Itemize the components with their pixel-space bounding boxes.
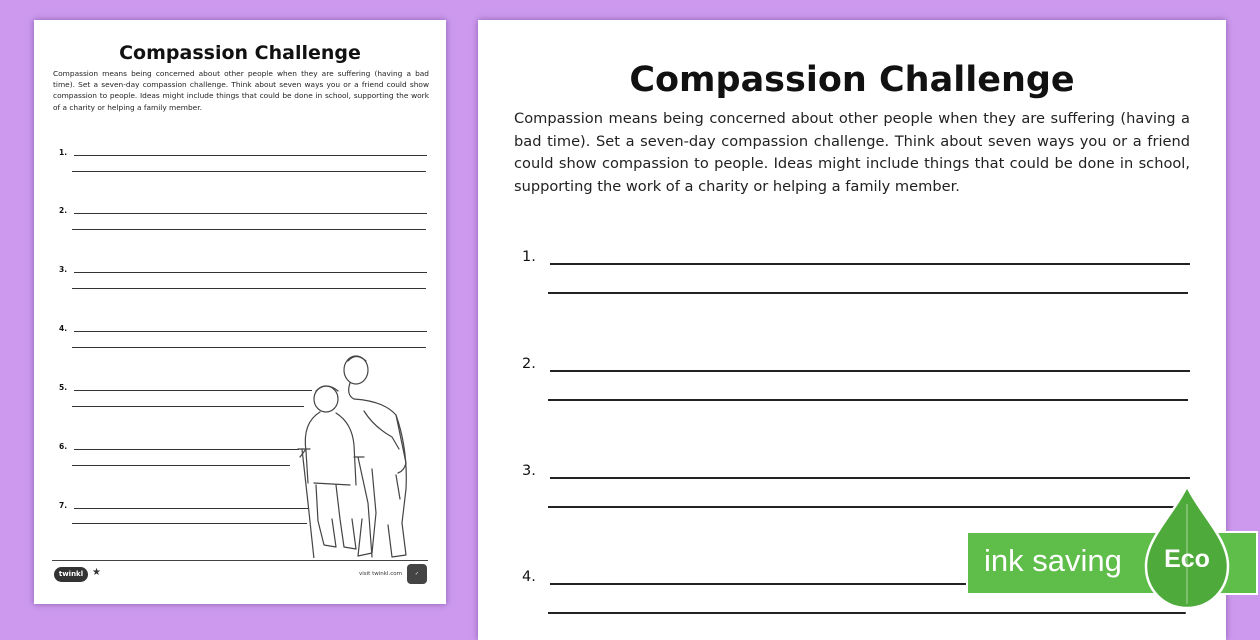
answer-line bbox=[74, 272, 427, 273]
ink-saving-label: ink saving bbox=[984, 543, 1122, 578]
answer-line bbox=[550, 263, 1190, 265]
answer-line bbox=[74, 449, 299, 450]
item-number: 2. bbox=[522, 356, 536, 372]
answer-line bbox=[548, 506, 1188, 508]
answer-line bbox=[548, 612, 1188, 614]
item-number: 4. bbox=[59, 324, 68, 333]
answer-line bbox=[74, 155, 427, 156]
item-number: 4. bbox=[522, 569, 536, 585]
visit-text: visit twinkl.com bbox=[359, 571, 402, 577]
answer-line bbox=[74, 213, 427, 214]
answer-line bbox=[74, 508, 309, 509]
answer-line bbox=[548, 399, 1188, 401]
answer-line bbox=[550, 370, 1190, 372]
answer-line bbox=[550, 477, 1190, 479]
answer-line bbox=[72, 465, 290, 466]
item-number: 1. bbox=[522, 249, 536, 265]
eco-label: Eco bbox=[1164, 545, 1210, 573]
twinkl-logo: twinkl bbox=[54, 567, 88, 582]
item-number: 2. bbox=[59, 206, 68, 215]
star-icon: ★ bbox=[92, 567, 101, 578]
footer-rule bbox=[52, 560, 428, 561]
item-number: 1. bbox=[59, 148, 68, 157]
answer-line bbox=[72, 406, 304, 407]
item-number: 3. bbox=[522, 463, 536, 479]
intro-text: Compassion means being concerned about other people when they are suffering (having a bad time). Set a seven-day compassion challenge. Think about seven ways you or a friend could show compassion to people. Ideas might include things that could be done in school, supporting the work of a charity or helping a family member. bbox=[53, 69, 429, 112]
answer-line bbox=[72, 229, 426, 230]
page-title: Compassion Challenge bbox=[119, 42, 361, 64]
answer-line bbox=[72, 171, 426, 172]
answer-line bbox=[74, 331, 427, 332]
answer-line bbox=[74, 390, 312, 391]
answer-line bbox=[548, 292, 1188, 294]
item-number: 6. bbox=[59, 442, 68, 451]
item-number: 5. bbox=[59, 383, 68, 392]
worksheet-thumbnail bbox=[34, 20, 446, 604]
intro-text: Compassion means being concerned about other people when they are suffering (having a bad time). Set a seven-day compassion challenge. Think about seven ways you or a friend could show compassion to people. Ideas might include things that could be done in school, supporting the work of a charity or helping a family member. bbox=[514, 110, 1190, 195]
answer-line bbox=[72, 347, 426, 348]
quality-badge-icon: ✓ bbox=[407, 564, 427, 584]
item-number: 3. bbox=[59, 265, 68, 274]
illustration bbox=[296, 353, 436, 558]
answer-line bbox=[72, 288, 426, 289]
item-number: 7. bbox=[59, 501, 68, 510]
page-title: Compassion Challenge bbox=[629, 60, 1075, 100]
answer-line bbox=[72, 523, 307, 524]
